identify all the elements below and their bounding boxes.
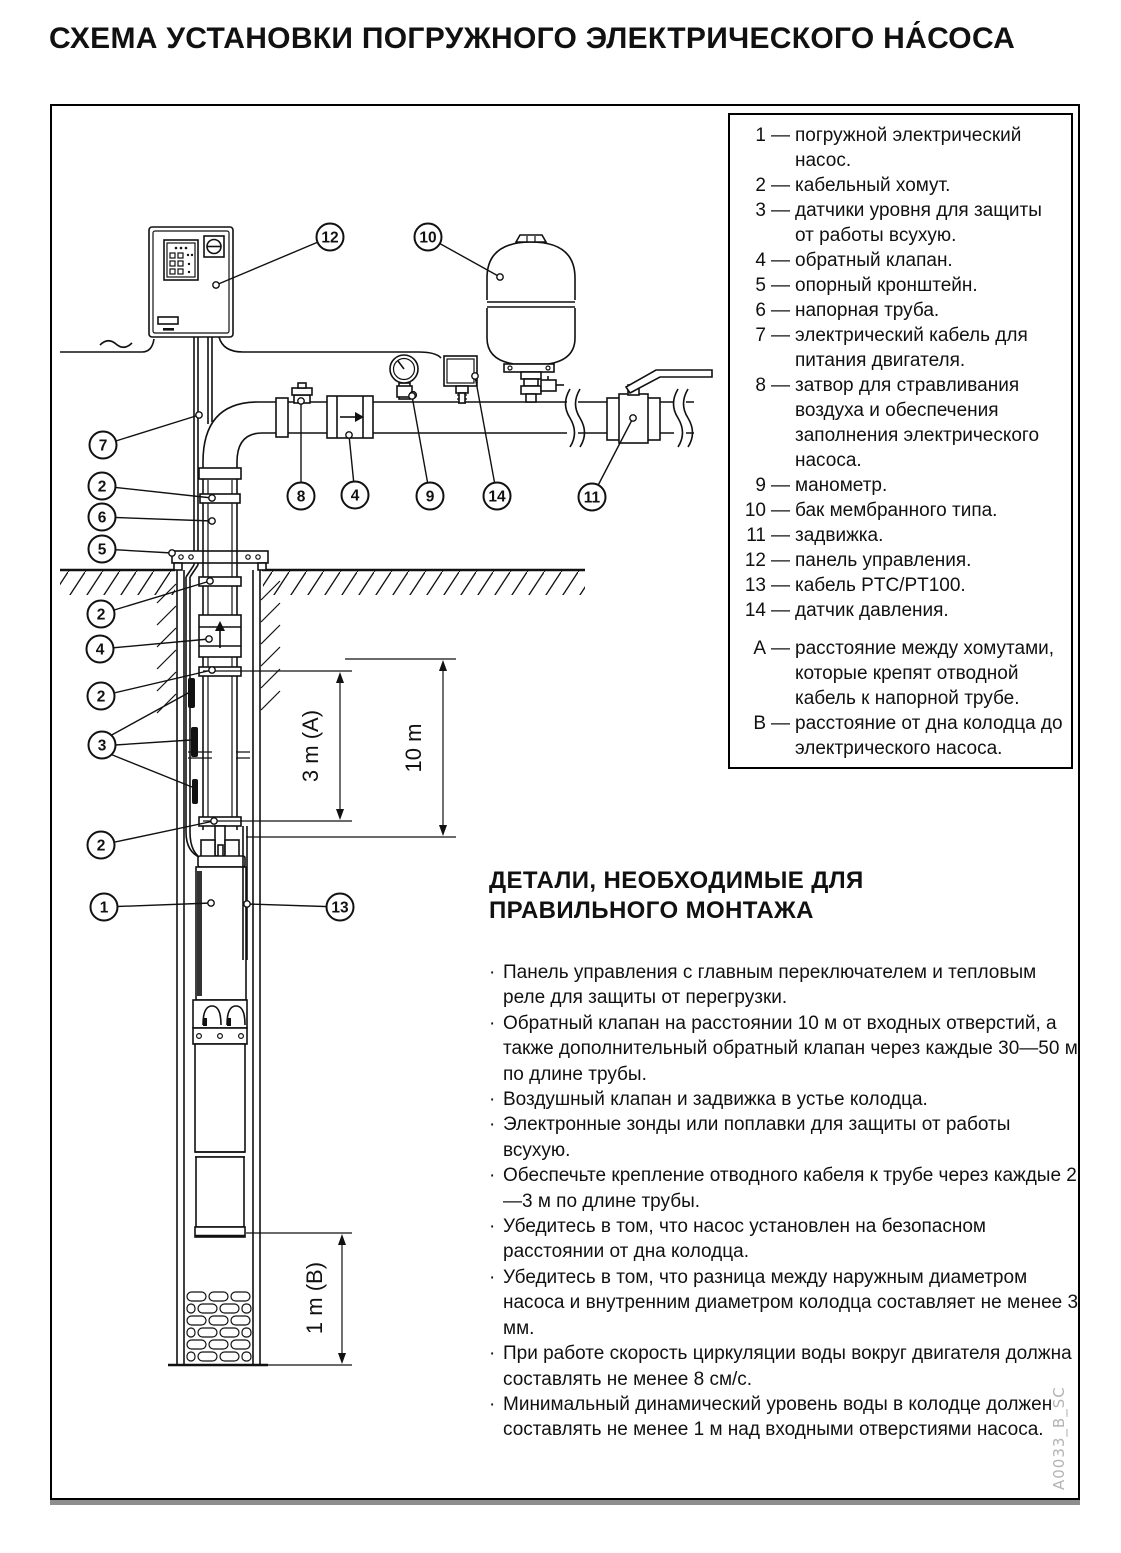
legend-item: [736, 198, 1065, 248]
svg-text:6: 6: [97, 509, 107, 527]
legend-item-text: манометр.: [795, 475, 888, 496]
legend-item-number: 1: [755, 125, 766, 146]
pump-head-cap: [198, 856, 245, 867]
legend-item-dash: —: [771, 200, 790, 221]
legend-item-dash: —: [771, 525, 790, 546]
pipe-break-left: [566, 389, 585, 447]
tank-side-valve: [541, 376, 564, 391]
legend-item-text: напорная труба.: [795, 300, 940, 321]
svg-text:2: 2: [96, 688, 106, 706]
legend-item-dash: —: [771, 575, 790, 596]
legend-item-dash: —: [771, 500, 790, 521]
page-title: СХЕМА УСТАНОВКИ ПОГРУЖНОГО ЭЛЕКТРИЧЕСКОГО НА́СОСА: [49, 22, 1016, 55]
legend-item-text: расстояние от дна колодца до электрического насоса.: [795, 713, 1063, 759]
legend-item: [736, 298, 1065, 323]
cable-clamps: [199, 494, 241, 826]
legend-item-dash: —: [771, 550, 790, 571]
callout-7: [90, 412, 203, 459]
svg-text:8: 8: [296, 488, 306, 506]
pump-upper-housing: [196, 867, 246, 1000]
list-item-text: При работе скорость циркуляции воды вокруг двигателя должна составлять не менее 8 см/с.: [503, 1343, 1072, 1390]
legend-item: [736, 573, 1065, 598]
svg-text:3 m (A): 3 m (A): [298, 709, 323, 783]
svg-text:4: 4: [95, 641, 105, 659]
svg-text:1 m (B): 1 m (B): [302, 1261, 327, 1335]
support-bracket: [172, 551, 268, 570]
legend-item-dash: —: [771, 475, 790, 496]
list-item: [489, 960, 1081, 1011]
list-item-text: Электронные зонды или поплавки для защиты от работы всухую.: [503, 1114, 1011, 1161]
svg-text:12: 12: [321, 229, 339, 247]
list-item-text: Воздушный клапан и задвижка в устье колодца.: [503, 1089, 928, 1111]
svg-text:3: 3: [97, 737, 107, 755]
callout-4b: [87, 636, 213, 663]
legend-item-dash: —: [771, 638, 790, 659]
legend-item-text: датчики уровня для защиты от работы всухую.: [795, 200, 1042, 246]
list-item-text: Панель управления с главным переключателем и тепловым реле для защиты от перегрузки.: [503, 962, 1037, 1009]
svg-text:2: 2: [96, 837, 106, 855]
legend-item-number: 12: [744, 550, 766, 571]
legend-item-number: 6: [755, 300, 766, 321]
details-heading-line1: ДЕТАЛИ, НЕОБХОДИМЫЕ ДЛЯ: [489, 867, 864, 894]
bullet-icon: ·: [489, 1114, 496, 1136]
svg-text:5: 5: [97, 541, 107, 559]
document-code: A0033_B_SC: [1050, 1386, 1068, 1490]
pressure-gauge: [390, 355, 418, 399]
legend-item-text: опорный кронштейн.: [795, 275, 978, 296]
details-section: [489, 866, 1081, 1443]
list-item: [489, 1265, 1081, 1341]
svg-text:13: 13: [331, 899, 349, 917]
legend-item: [736, 173, 1065, 198]
callout-2d: [88, 818, 218, 859]
svg-text:1: 1: [99, 899, 109, 917]
bullet-icon: ·: [489, 1266, 496, 1288]
membrane-tank: [487, 235, 575, 402]
legend-item-number: 11: [746, 525, 766, 546]
dimension-1m: [246, 1233, 352, 1365]
callout-4a: [342, 432, 369, 509]
legend-item-dash: —: [771, 325, 790, 346]
legend-item-text: кабельный хомут.: [795, 175, 951, 196]
list-item-text: Обратный клапан на расстоянии 10 м от входных отверстий, а также дополнительный обратный клапан через каждые 30—50 м по длине трубы.: [503, 1012, 1078, 1085]
details-heading-line2: ПРАВИЛЬНОГО МОНТАЖА: [489, 897, 814, 924]
legend-item-dash: —: [771, 175, 790, 196]
ground-surface: [60, 570, 585, 595]
legend-item-text: датчик давления.: [795, 600, 949, 621]
svg-text:10 m: 10 m: [401, 723, 426, 773]
wall-line: [60, 337, 441, 358]
bullet-icon: ·: [489, 1343, 496, 1365]
svg-text:2: 2: [97, 478, 107, 496]
panel-slot-small: [163, 328, 174, 331]
legend-item-number: 2: [755, 175, 766, 196]
pump-coupling: [193, 1028, 247, 1044]
legend-item-number: 8: [755, 375, 766, 396]
pump-cable-guard: [197, 871, 202, 996]
list-item: [489, 1087, 1081, 1112]
legend-item-number: 3: [755, 200, 766, 221]
tank-top-cap: [516, 235, 546, 242]
pump-motor-lower: [196, 1157, 244, 1227]
bullet-icon: ·: [489, 1165, 496, 1187]
callout-5: [89, 536, 176, 563]
details-list: [489, 960, 1081, 1443]
legend-item-number: 5: [755, 275, 766, 296]
legend-item-dash: —: [771, 713, 790, 734]
callout-2c: [88, 667, 216, 710]
legend-item: [736, 598, 1065, 623]
bullet-icon: ·: [489, 962, 496, 983]
legend-item-number: B: [753, 713, 766, 734]
callout-2a: [89, 473, 216, 502]
list-item-text: Убедитесь в том, что насос установлен на безопасном расстоянии от дна колодца.: [503, 1216, 986, 1263]
legend-item-number: 7: [755, 325, 766, 346]
pipe-break-right: [674, 389, 693, 447]
discharge-pipe: [199, 398, 694, 830]
list-item: [489, 1163, 1081, 1214]
legend-item-number: 9: [755, 475, 766, 496]
legend-item-text: обратный клапан.: [795, 250, 953, 271]
water-squiggle: [100, 341, 132, 348]
legend-item-dash: —: [771, 125, 790, 146]
control-panel: [149, 227, 233, 337]
svg-text:2: 2: [96, 606, 106, 624]
callout-6: [89, 504, 216, 531]
legend-item-dash: —: [771, 375, 790, 396]
legend-item-number: 4: [755, 250, 766, 271]
callout-10: [415, 224, 504, 281]
list-item-text: Убедитесь в том, что разница между наружным диаметром насоса и внутренним диаметром колодца составляет не менее 3 мм.: [503, 1266, 1079, 1339]
ground-hatch-right: [263, 571, 585, 595]
legend-item: [736, 373, 1065, 473]
legend-item: [736, 636, 1065, 711]
svg-text:14: 14: [488, 488, 506, 506]
details-heading: [489, 866, 1081, 926]
list-item: [489, 1112, 1081, 1163]
svg-text:7: 7: [98, 437, 108, 455]
legend-item: [736, 273, 1065, 298]
gravel: [187, 1292, 251, 1361]
legend-item: [736, 548, 1065, 573]
list-item: [489, 1392, 1081, 1443]
callout-9: [409, 393, 444, 510]
legend-item-text: панель управления.: [795, 550, 972, 571]
ball-valve: [607, 370, 712, 443]
legend-item-text: кабель PTC/PT100.: [795, 575, 966, 596]
legend-items: [736, 123, 1065, 623]
legend-item-text: задвижка.: [795, 525, 884, 546]
legend-item-number: A: [753, 638, 766, 659]
pipe-flange: [276, 398, 288, 437]
legend-item-text: затвор для стравливания воздуха и обеспечения заполнения электрического насоса.: [795, 375, 1040, 471]
ground-hatch-left: [60, 571, 175, 595]
bullet-icon: ·: [489, 1393, 496, 1415]
legend-notes: [736, 636, 1065, 761]
list-item: [489, 1341, 1081, 1392]
legend-item-text: электрический кабель для питания двигателя.: [795, 325, 1028, 371]
svg-text:10: 10: [419, 229, 437, 247]
legend-item-dash: —: [771, 250, 790, 271]
pump-motor: [195, 1044, 245, 1152]
legend-item-text: погружной электрический насос.: [795, 125, 1022, 171]
pump-intake: [193, 1000, 247, 1028]
legend-item-number: 14: [744, 600, 766, 621]
check-valve-underground: [199, 615, 241, 657]
riser-flange: [199, 468, 241, 479]
svg-text:4: 4: [350, 487, 360, 505]
legend-item: [736, 711, 1065, 761]
legend-item: [736, 123, 1065, 173]
cable-along-pipe: [208, 337, 212, 424]
list-item-text: Обеспечьте крепление отводного кабеля к трубе через каждые 2—3 м по длине трубы.: [503, 1165, 1077, 1212]
dimension-10m: [246, 659, 456, 837]
list-item-text: Минимальный динамический уровень воды в колодце должен составлять не менее 1 м над входными отверстиями насоса.: [503, 1393, 1053, 1441]
bullet-icon: ·: [489, 1216, 496, 1238]
bullet-icon: ·: [489, 1012, 496, 1034]
list-item: [489, 1214, 1081, 1265]
legend-item: [736, 323, 1065, 373]
submersible-pump: [193, 826, 247, 1237]
legend-item: [736, 498, 1065, 523]
svg-text:11: 11: [583, 489, 601, 507]
legend-item-text: бак мембранного типа.: [795, 500, 998, 521]
legend-box: [728, 113, 1073, 769]
legend-item-number: 13: [744, 575, 766, 596]
legend-item: [736, 473, 1065, 498]
bullet-icon: ·: [489, 1089, 496, 1111]
legend-item-number: 10: [744, 500, 766, 521]
legend-item-dash: —: [771, 275, 790, 296]
callout-14: [472, 373, 511, 510]
list-item: [489, 1011, 1081, 1087]
legend-item-dash: —: [771, 300, 790, 321]
legend-item: [736, 248, 1065, 273]
callout-8: [288, 398, 315, 510]
legend-item-text: расстояние между хомутами, которые крепят отводной кабель к напорной трубе.: [795, 638, 1055, 709]
legend-item: [736, 523, 1065, 548]
legend-item-dash: —: [771, 600, 790, 621]
pressure-switch: [444, 356, 477, 403]
svg-text:9: 9: [425, 488, 435, 506]
